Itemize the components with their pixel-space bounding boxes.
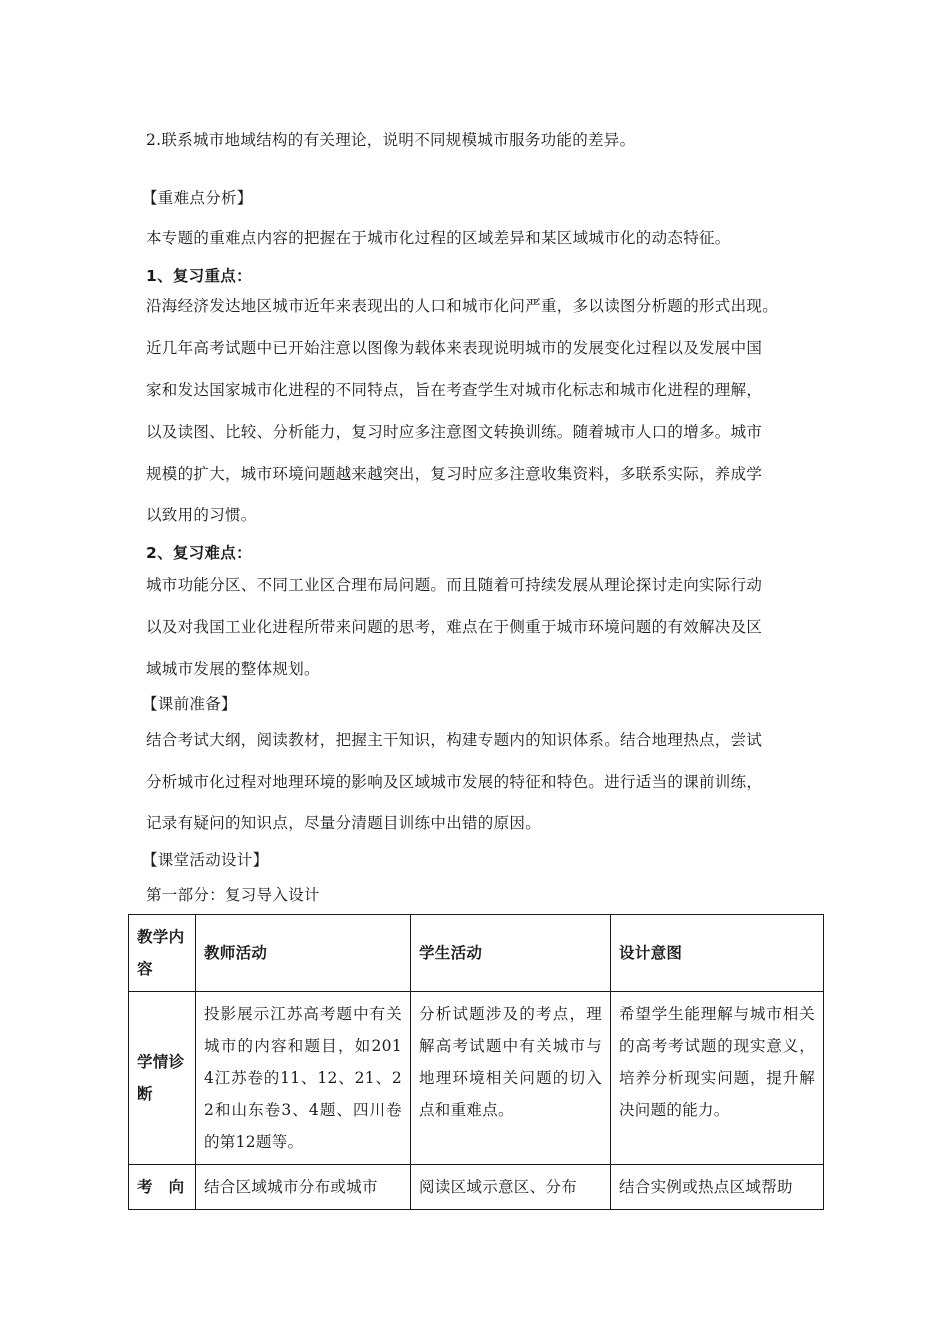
header-teacher: 教师活动 xyxy=(196,915,411,992)
paragraph-line: 分析城市化过程对地理环境的影响及区域城市发展的特征和特色。进行适当的课前训练， xyxy=(146,773,763,791)
lesson-plan-table xyxy=(128,914,824,1210)
part-one-title: 第一部分：复习导入设计 xyxy=(146,886,320,904)
table-header-row xyxy=(129,915,824,992)
paragraph-line: 沿海经济发达地区城市近年来表现出的人口和城市化问严重，多以读图分析题的形式出现。 xyxy=(146,297,779,315)
paragraph-line: 以致用的习惯。 xyxy=(146,506,257,524)
paragraph-line: 规模的扩大，城市环境问题越来越突出，复习时应多注意收集资料，多联系实际，养成学 xyxy=(146,465,763,483)
paragraph-line: 家和发达国家城市化进程的不同特点，旨在考查学生对城市化标志和城市化进程的理解， xyxy=(146,381,763,399)
subheading-review-difficulty: 2、复习难点： xyxy=(146,544,252,562)
section-heading-key-points: 【重难点分析】 xyxy=(142,189,253,207)
header-intent: 设计意图 xyxy=(611,915,824,992)
row-topic: 考 向 xyxy=(129,1165,196,1210)
subheading-review-focus: 1、复习重点： xyxy=(146,267,252,285)
row-student: 阅读区域示意区、分布 xyxy=(411,1165,611,1210)
objective-2: 2.联系城市地域结构的有关理论，说明不同规模城市服务功能的差异。 xyxy=(146,131,636,149)
paragraph-line: 以及读图、比较、分析能力，复习时应多注意图文转换训练。随着城市人口的增多。城市 xyxy=(146,423,763,441)
paragraph-line: 城市功能分区、不同工业区合理布局问题。而且随着可持续发展从理论探讨走向实际行动 xyxy=(146,576,763,594)
row-intent: 希望学生能理解与城市相关的高考考试题的现实意义，培养分析现实问题，提升解决问题的能力。 xyxy=(611,992,824,1165)
paragraph-line: 以及对我国工业化进程所带来问题的思考，难点在于侧重于城市环境问题的有效解决及区 xyxy=(146,618,763,636)
paragraph-line: 记录有疑问的知识点，尽量分清题目训练中出错的原因。 xyxy=(146,814,542,832)
row-topic: 学情诊断 xyxy=(129,992,196,1165)
section-heading-preparation: 【课前准备】 xyxy=(142,695,237,713)
paragraph-line: 结合考试大纲，阅读教材，把握主干知识，构建专题内的知识体系。结合地理热点，尝试 xyxy=(146,731,763,749)
row-intent: 结合实例或热点区域帮助 xyxy=(611,1165,824,1210)
row-teacher: 投影展示江苏高考题中有关城市的内容和题目，如2014江苏卷的11、12、21、22和山东卷3、4题、四川卷的第12题等。 xyxy=(196,992,411,1165)
paragraph-line: 域城市发展的整体规划。 xyxy=(146,660,320,678)
header-topic: 教学内容 xyxy=(129,915,196,992)
row-student: 分析试题涉及的考点，理解高考试题中有关城市与地理环境相关问题的切入点和重难点。 xyxy=(411,992,611,1165)
header-student: 学生活动 xyxy=(411,915,611,992)
section-heading-class-activity: 【课堂活动设计】 xyxy=(142,851,269,869)
paragraph-key-points-intro: 本专题的重难点内容的把握在于城市化过程的区域差异和某区域城市化的动态特征。 xyxy=(146,229,731,247)
table-row xyxy=(129,1165,824,1210)
row-teacher: 结合区域城市分布或城市 xyxy=(196,1165,411,1210)
table-row xyxy=(129,992,824,1165)
paragraph-line: 近几年高考试题中已开始注意以图像为载体来表现说明城市的发展变化过程以及发展中国 xyxy=(146,339,763,357)
